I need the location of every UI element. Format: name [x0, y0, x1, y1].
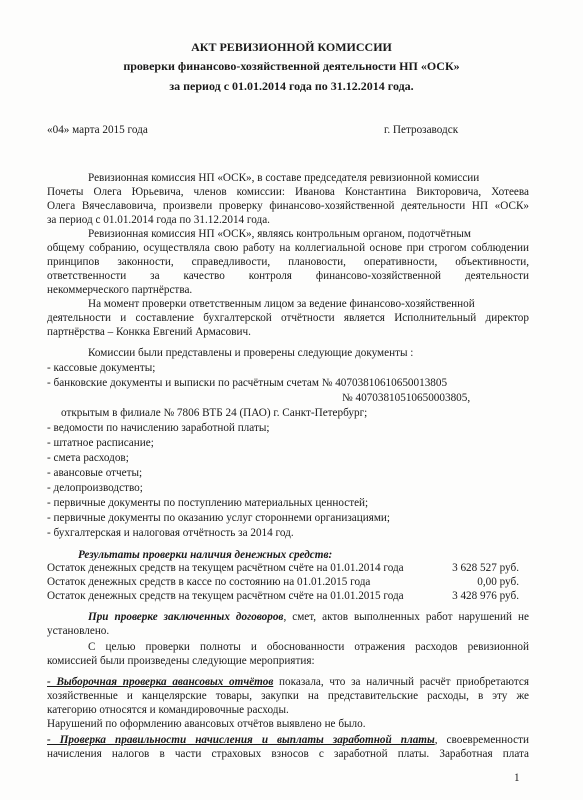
para1-line: Почеты Олега Юрьевича, членов комиссии: Иванова Константина Викторовича, Хотеева [47, 186, 529, 198]
contracts-line [88, 611, 529, 624]
para2-line: принципов законности, справедливости, плановости, оперативности, объективности, [47, 256, 529, 268]
list-item: - банковские документы и выписки по расчётным счетам № 40703810610650013805 [47, 377, 448, 389]
list-item: - первичные документы по поступлению материальных ценностей; [47, 497, 369, 509]
page-number: 1 [514, 772, 520, 784]
list-item-account: № 40703810510650003805, [342, 392, 471, 404]
salary-line: начисления налогов в части страховых взносов с заработной платы. Заработная плата [47, 748, 529, 760]
contracts-line: установлено. [47, 625, 110, 637]
salary-lead: - Проверка правильности начисления и выплаты заработной платы [47, 734, 435, 746]
list-item: - бухгалтерская и налоговая отчётность за 2014 год. [47, 527, 294, 539]
advance-line: хозяйственные и канцелярские товары, закупки на представительские расходы, в эту же [47, 690, 529, 702]
list-item: - смета расходов; [47, 452, 129, 464]
list-item: - авансовые отчеты; [47, 467, 143, 479]
advance-lead: - Выборочная проверка авансовых отчётов [47, 676, 274, 688]
para2-line: ответственности за качество контроля финансово-хозяйственной деятельности [47, 270, 529, 282]
cash-row-value: 3 628 527 руб. [452, 562, 519, 574]
document-city: г. Петрозаводск [384, 124, 459, 136]
salary-line [47, 734, 529, 747]
document-subtitle: проверки финансово-хозяйственной деятельности НП «ОСК» [123, 59, 460, 73]
advance-line: Нарушений по оформлению авансовых отчётов выявлено не было. [47, 718, 366, 730]
para4-line: С целью проверки полноты и обоснованности отражения расходов ревизионной [88, 641, 529, 653]
document-title: АКТ РЕВИЗИОННОЙ КОМИССИИ [191, 40, 392, 54]
list-item-branch: открытым в филиале № 7806 ВТБ 24 (ПАО) г. Санкт-Петербург; [61, 407, 368, 419]
contracts-text: , смет, актов выполненных работ нарушений не [283, 611, 529, 623]
list-item: - ведомости по начислению заработной платы; [47, 422, 270, 434]
para3-line: деятельности и составление бухгалтерской отчётности является Исполнительный директор [47, 312, 529, 324]
para3-line: На момент проверки ответственным лицом за ведение финансово-хозяйственной [88, 298, 475, 310]
list-item: - первичные документы по оказанию услуг стороннеми организациями; [47, 512, 390, 524]
docs-intro: Комиссии были представлены и проверены следующие документы : [88, 347, 414, 359]
para4-line: комиссией были произведены следующие мероприятия: [47, 655, 315, 667]
para2-line: некоммерческого партнёрства. [47, 284, 193, 296]
advance-text: показала, что за наличный расчёт приобретаются [273, 676, 529, 688]
para1-line: Ревизионная комиссия НП «ОСК», в составе председателя ревизионной комиссии [88, 172, 480, 184]
list-item: - кассовые документы; [47, 362, 156, 374]
advance-line: категорию относятся и командировочные расходы. [47, 704, 289, 716]
cash-row-label: Остаток денежных средств на текущем расчётном счёте на 01.01.2014 года [47, 562, 404, 574]
salary-text: , своевременности [434, 734, 529, 746]
para3-line: партнёрства – Конкка Евгений Армасович. [47, 326, 251, 338]
para1-line: Олега Вячеславовича, произвели проверку финансово-хозяйственной деятельности НП «ОСК» [47, 200, 529, 212]
contracts-lead: При проверке заключенных договоров [88, 611, 284, 623]
list-item: - штатное расписание; [47, 437, 154, 449]
advance-line [47, 676, 529, 689]
cash-row-label: Остаток денежных средств на текущем расчётном счёте на 01.01.2015 года [47, 590, 404, 602]
cash-heading: Результаты проверки наличия денежных средств: [78, 549, 333, 561]
para2-line: общему собранию, осуществляла свою работу на коллегиальной основе при строгом соблюдении [47, 242, 529, 254]
para2-line: Ревизионная комиссия НП «ОСК», являясь контрольным органом, подотчётным [88, 228, 471, 240]
cash-row-label: Остаток денежных средств в кассе по состоянию на 01.01.2015 года [47, 576, 371, 588]
para1-line: за период с 01.01.2014 года по 31.12.2014 года. [47, 214, 270, 226]
cash-row-value: 3 428 976 руб. [452, 590, 519, 602]
document-date: «04» марта 2015 года [47, 124, 148, 136]
list-item: - делопроизводство; [47, 482, 143, 494]
cash-row-value: 0,00 руб. [477, 576, 519, 588]
document-period: за период с 01.01.2014 года по 31.12.2014 года. [169, 79, 414, 93]
